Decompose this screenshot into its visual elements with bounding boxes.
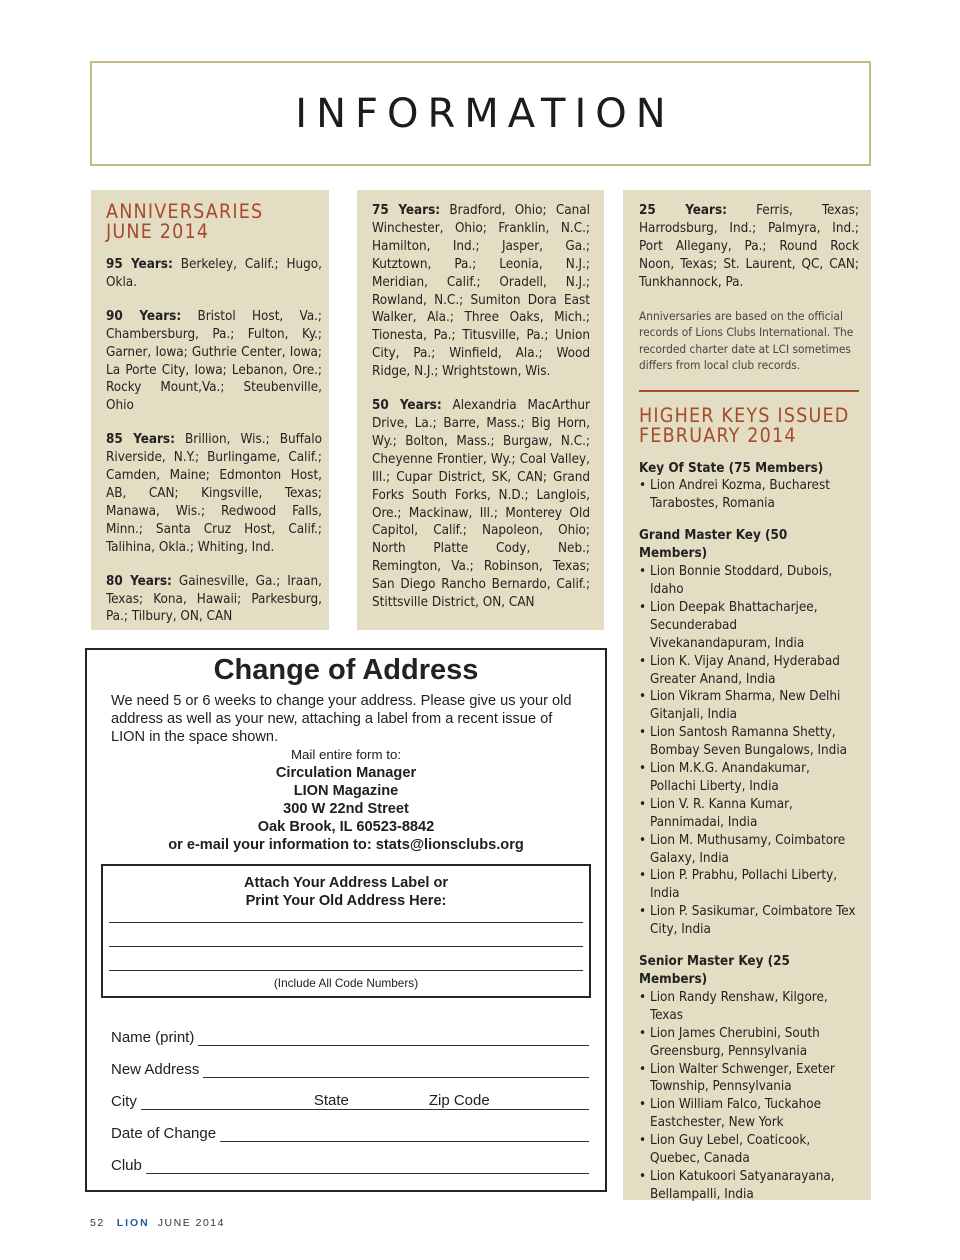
higher-keys-heading-line1: HIGHER KEYS ISSUED bbox=[639, 403, 850, 427]
key-group bbox=[639, 953, 859, 1204]
anniversaries-column-1 bbox=[91, 190, 329, 630]
anniversary-years-label: 80 Years: bbox=[106, 573, 172, 589]
anniversary-entry bbox=[106, 308, 322, 415]
anniversary-clubs: Bristol Host, Va.; Chambersburg, Pa.; Fulton, Ky.; Garner, Iowa; Guthrie Center, Iowa; La Porte City, Iowa; Lebanon, Ore.; Rocky Mount,Va.; Steubenville, Ohio bbox=[106, 308, 322, 414]
key-recipient: • Lion V. R. Kanna Kumar, Pannimadai, India bbox=[639, 796, 859, 832]
key-recipient: • Lion M. Muthusamy, Coimbatore Galaxy, India bbox=[639, 832, 859, 868]
anniversary-clubs: Alexandria MacArthur Drive, La.; Barre, Mass.; Big Horn, Wy.; Bolton, Mass.; Burgaw, N.C.; Cheyenne Frontier, Wy.; Coal Valley, Ill.; Cupar District, SK, CAN; Grand Forks South Forks, N.D.; Langlois, Ore.; Mackinaw, Ill.; Monterey Old Capitol, Calif.; Napoleon, Ohio; North Platte Cody, Neb.; Remington, Va.; Robinson, Texas; San Diego Rancho Bernardo, Calif.; Stittsville District, ON, CAN bbox=[372, 398, 591, 611]
form-title: Change of Address bbox=[213, 654, 479, 686]
section-divider bbox=[639, 390, 859, 392]
anniversary-years-label: 85 Years: bbox=[106, 432, 175, 448]
address-line: Circulation Manager bbox=[275, 765, 417, 781]
key-group-title: Grand Master Key (50 Members) bbox=[639, 528, 788, 562]
key-group bbox=[639, 460, 859, 514]
key-recipient: • Lion Randy Renshaw, Kilgore, Texas bbox=[639, 989, 859, 1025]
key-recipient: • Lion Katukoori Satyanarayana, Bellampalli, India bbox=[639, 1168, 859, 1204]
page-title: INFORMATION bbox=[295, 90, 675, 137]
key-recipient: • Lion Vikram Sharma, New Delhi Gitanjali, India bbox=[639, 688, 859, 724]
anniversary-entry bbox=[106, 256, 322, 292]
address-line: Oak Brook, IL 60523-8842 bbox=[257, 819, 435, 835]
anniversary-years-label: 95 Years: bbox=[106, 257, 173, 272]
label-box-note: (Include All Code Numbers) bbox=[273, 976, 419, 990]
new-address-field-line[interactable] bbox=[203, 1059, 589, 1078]
key-group-title: Key Of State (75 Members) bbox=[639, 460, 824, 476]
key-group-title: Senior Master Key (25 Members) bbox=[639, 954, 790, 987]
key-recipient-list bbox=[639, 989, 859, 1204]
club-field-line[interactable] bbox=[146, 1155, 589, 1174]
key-recipient: • Lion Guy Lebel, Coaticook, Quebec, Canada bbox=[639, 1132, 859, 1168]
address-line: 300 W 22nd Street bbox=[283, 801, 409, 817]
state-field-label: State bbox=[313, 1092, 349, 1109]
key-recipient: • Lion Santosh Ramanna Shetty, Bombay Seven Bungalows, India bbox=[639, 724, 859, 760]
key-recipient: • Lion Andrei Kozma, Bucharest Tarabostes, Romania bbox=[639, 477, 859, 513]
higher-keys-heading-line2: FEBRUARY 2014 bbox=[639, 423, 797, 447]
issue-date: JUNE 2014 bbox=[157, 1217, 225, 1229]
anniversaries-heading-line2: JUNE 2014 bbox=[106, 220, 210, 243]
city-field-label: City bbox=[111, 1093, 137, 1110]
key-recipient: • Lion William Falco, Tuckahoe Eastchester, New York bbox=[639, 1096, 859, 1132]
date-of-change-field-label: Date of Change bbox=[111, 1125, 217, 1142]
anniversary-clubs: Gainesville, Ga.; Iraan, Texas; Kona, Hawaii; Parkesburg, Pa.; Tilbury, ON, CAN bbox=[106, 573, 322, 625]
name-field-line[interactable] bbox=[198, 1027, 589, 1046]
label-box-title-line2: Print Your Old Address Here: bbox=[245, 893, 447, 909]
anniversary-years-label: 50 Years: bbox=[372, 398, 442, 414]
key-recipient: • Lion P. Sasikumar, Coimbatore Tex City, India bbox=[639, 903, 859, 939]
old-address-line-3[interactable] bbox=[109, 970, 583, 971]
new-address-field[interactable] bbox=[111, 1056, 589, 1078]
club-field[interactable] bbox=[111, 1152, 589, 1174]
name-field-label: Name (print) bbox=[111, 1029, 195, 1046]
key-recipient: • Lion P. Prabhu, Pollachi Liberty, India bbox=[639, 867, 859, 903]
label-box-title-line1: Attach Your Address Label or bbox=[243, 875, 449, 891]
date-of-change-field-line[interactable] bbox=[220, 1123, 589, 1142]
section-title-box bbox=[90, 61, 871, 166]
higher-keys-heading bbox=[639, 403, 859, 447]
mail-to-label: Mail entire form to: bbox=[290, 747, 402, 762]
key-recipient: • Lion Walter Schwenger, Exeter Township, Pennsylvania bbox=[639, 1061, 859, 1097]
email-line: or e-mail your information to: stats@lionsclubs.org bbox=[168, 837, 524, 853]
page-number: 52 bbox=[90, 1217, 105, 1229]
anniversary-entry bbox=[106, 431, 322, 556]
anniversary-years-label: 25 Years: bbox=[639, 203, 727, 218]
anniversaries-keys-column bbox=[623, 190, 871, 1200]
name-field[interactable] bbox=[111, 1024, 589, 1046]
key-recipient: • Lion K. Vijay Anand, Hyderabad Greater Anand, India bbox=[639, 653, 859, 689]
key-recipient: • Lion James Cherubini, South Greensburg, Pennsylvania bbox=[639, 1025, 859, 1061]
page-footer bbox=[90, 1217, 225, 1229]
magazine-name: LION bbox=[116, 1217, 150, 1229]
form-intro: We need 5 or 6 weeks to change your address. Please give us your old address as well as your new, attaching a label from a recent issue of LION in the space shown. bbox=[111, 693, 572, 745]
new-address-field-label: New Address bbox=[111, 1061, 200, 1078]
anniversary-entry bbox=[372, 397, 590, 612]
address-label-box[interactable] bbox=[101, 864, 591, 998]
anniversaries-heading bbox=[106, 202, 322, 242]
key-recipient-list bbox=[639, 477, 859, 513]
label-box-title bbox=[103, 874, 589, 910]
city-state-zip-field[interactable] bbox=[111, 1088, 589, 1110]
anniversaries-note: Anniversaries are based on the official records of Lions Clubs International. The recorded charter date at LCI sometimes differs from local club records. bbox=[639, 308, 854, 373]
anniversary-clubs: Brillion, Wis.; Buffalo Riverside, N.Y.; Burlingame, Calif.; Camden, Maine; Edmonton Host, AB, CAN; Kingsville, Texas; Manawa, Wis.; Redwood Falls, Minn.; Santa Cruz Host, Calif.; Talihina, Okla.; Whiting, Ind. bbox=[106, 432, 323, 555]
old-address-line-2[interactable] bbox=[109, 946, 583, 947]
anniversary-entry bbox=[639, 202, 859, 292]
anniversary-clubs: Ferris, Texas; Harrodsburg, Ind.; Palmyra, Ind.; Port Allegany, Pa.; Round Rock Noon, Texas; St. Laurent, QC, CAN; Tunkhannock, Pa. bbox=[639, 203, 860, 290]
city-state-zip-line[interactable] bbox=[141, 1091, 589, 1110]
anniversaries-heading-line1: ANNIVERSARIES bbox=[106, 200, 264, 223]
zip-field-label: Zip Code bbox=[428, 1092, 490, 1109]
anniversary-clubs: Bradford, Ohio; Canal Winchester, Ohio; Franklin, N.C.; Hamilton, Ind.; Jasper, Ga.; Kutztown, Pa.; Leonia, N.J.; Meridian, Calif.; Oradell, N.J.; Rowland, N.C.; Sumiton Dora East Walker, Ala.; Three Oaks, Mich.; Tionesta, Pa.; Titusville, Pa.; Union City, Pa.; Winfield, Ala.; Wood Ridge, N.J.; Wrightstown, Wis. bbox=[372, 203, 591, 380]
key-recipient: • Lion Deepak Bhattacharjee, Secunderabad Vivekanandapuram, India bbox=[639, 599, 859, 653]
key-group bbox=[639, 527, 859, 939]
anniversary-years-label: 75 Years: bbox=[372, 203, 441, 218]
anniversary-entry bbox=[372, 202, 590, 381]
higher-keys-list bbox=[639, 460, 859, 1204]
old-address-line-1[interactable] bbox=[109, 922, 583, 923]
date-of-change-field[interactable] bbox=[111, 1120, 589, 1142]
club-field-label: Club bbox=[111, 1157, 142, 1174]
anniversary-years-label: 90 Years: bbox=[106, 308, 182, 324]
anniversaries-column-2 bbox=[357, 190, 604, 630]
anniversary-entry bbox=[106, 573, 322, 627]
anniversary-clubs: Berkeley, Calif.; Hugo, Okla. bbox=[106, 257, 323, 290]
key-recipient: • Lion M.K.G. Anandakumar, Pollachi Liberty, India bbox=[639, 760, 859, 796]
key-recipient: • Lion Bonnie Stoddard, Dubois, Idaho bbox=[639, 563, 859, 599]
address-line: LION Magazine bbox=[293, 783, 399, 799]
change-of-address-form bbox=[85, 648, 607, 1192]
key-recipient-list bbox=[639, 563, 859, 939]
